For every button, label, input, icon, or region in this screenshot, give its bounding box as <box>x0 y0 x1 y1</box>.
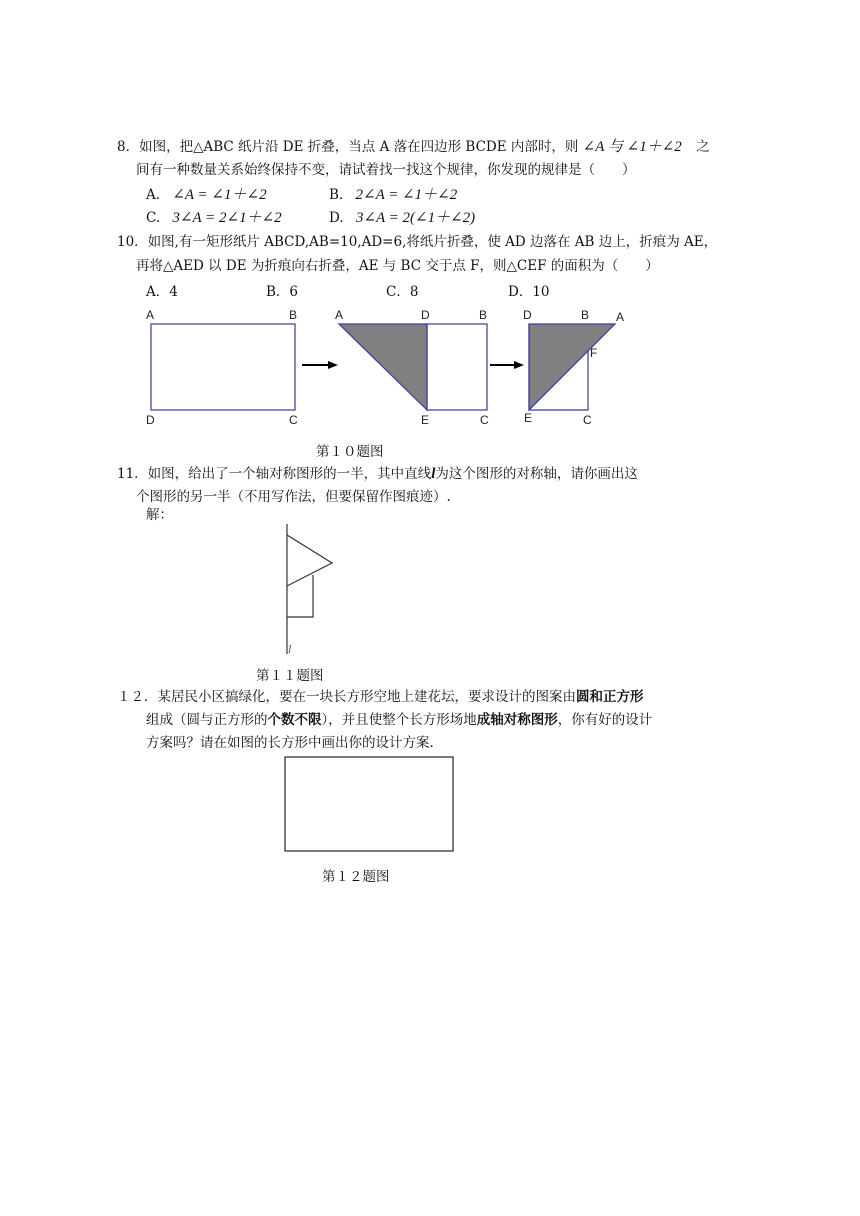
q10-fig1-rectangle <box>146 308 298 427</box>
q10-line2: 再将△AED 以 DE 为折痕向右折叠，AE 与 BC 交于点 F，则△CEF 的面积为（ ） <box>136 258 659 274</box>
q10-fig1-label-a: A <box>146 308 155 322</box>
q10-arrow-right-icon <box>302 361 338 369</box>
q8-option-c: C. 3∠A = 2∠1＋∠2 <box>146 210 282 226</box>
q11-half-figure <box>0 520 860 660</box>
q8-option-b: B. 2∠A = ∠1＋∠2 <box>329 187 458 203</box>
q11-line2: 个图形的另一半（不用写作法，但要保留作图痕迹）. <box>136 489 451 505</box>
q10-fig2-label-e: E <box>421 413 430 427</box>
q10-fig2-label-c: C <box>480 413 489 427</box>
q10-option-b: B．6 <box>266 284 299 300</box>
q10-option-c: C．8 <box>386 284 419 300</box>
q10-fig1-label-b: B <box>289 308 298 322</box>
q10-fig3-label-b: B <box>581 308 590 322</box>
q10-folding-figure <box>0 300 860 435</box>
q10-option-a: A．4 <box>146 284 178 300</box>
q10-fig2-first-fold <box>335 308 489 427</box>
q10-fig3-label-c: C <box>583 413 592 427</box>
q11-axis-label: l <box>288 642 292 656</box>
q10-fig3-label-f: F <box>590 346 598 360</box>
q12-figure-caption: 第１２题图 <box>322 869 390 885</box>
q10-fig3-label-e: E <box>524 411 533 425</box>
q10-line1: 10．如图,有一矩形纸片 ABCD,AB=10,AD=6,将纸片折叠，使 AD 边落在 AB 边上，折痕为 AE， <box>117 234 718 250</box>
q10-fig3-second-fold <box>523 308 624 427</box>
q10-fig1-label-d: D <box>146 413 155 427</box>
q10-fig3-label-a: A <box>616 310 625 324</box>
q11-line1: 11．如图，给出了一个轴对称图形的一半，其中直线l为这个图形的对称轴，请你画出这 <box>117 466 638 482</box>
q8-math-relation: ∠A 与 ∠1＋∠2 <box>582 139 682 155</box>
q10-fig3-label-d: D <box>523 308 532 322</box>
q11-answer-label: 解： <box>146 507 173 523</box>
q12-line1: １２．某居民小区搞绿化，要在一块长方形空地上建花坛，要求设计的图案由圆和正方形 <box>117 689 644 705</box>
q11-figure-caption: 第１１题图 <box>256 668 324 684</box>
q8-line1: 8．如图，把△ABC 纸片沿 DE 折叠，当点 A 落在四边形 BCDE 内部时，则 ∠A 与 ∠1＋∠2 之 <box>117 139 710 155</box>
q8-option-d: D. 3∠A = 2(∠1＋∠2) <box>329 210 476 226</box>
q8-option-a: A. ∠A = ∠1＋∠2 <box>146 187 267 203</box>
q10-option-d: D．10 <box>508 284 550 300</box>
q10-fig2-label-d: D <box>421 308 430 322</box>
q10-fig1-label-c: C <box>289 413 298 427</box>
q12-line3: 方案吗？请在如图的长方形中画出你的设计方案. <box>146 735 434 751</box>
q10-figure-caption: 第１０题图 <box>316 444 384 460</box>
q10-arrow-right-icon-2 <box>490 361 524 369</box>
q10-fig2-label-a: A <box>335 308 344 322</box>
q12-line2: 组成（圆与正方形的个数不限），并且使整个长方形场地成轴对称图形，你有好的设计 <box>146 712 653 728</box>
q12-rectangle-field <box>0 750 860 860</box>
q8-line2: 间有一种数量关系始终保持不变，请试着找一找这个规律，你发现的规律是（ ） <box>136 162 636 178</box>
q10-fig2-label-b: B <box>479 308 488 322</box>
